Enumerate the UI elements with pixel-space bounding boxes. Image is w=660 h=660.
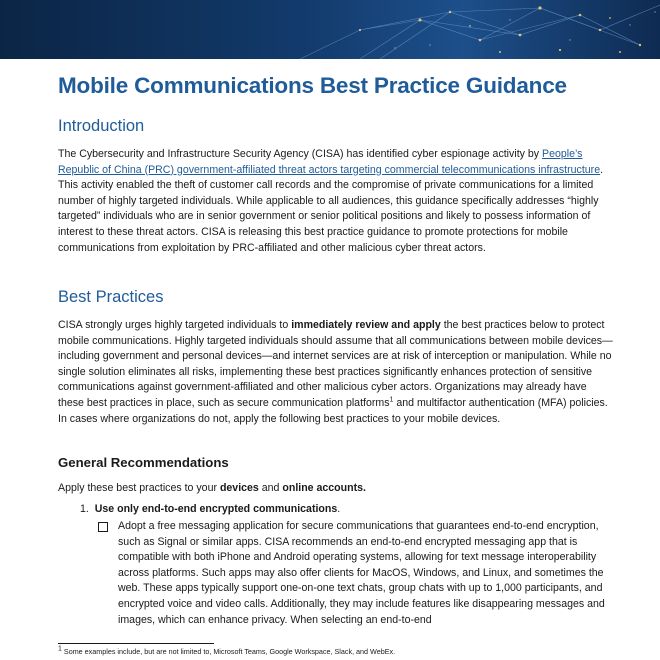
header-banner-image — [0, 0, 660, 59]
general-text-a: Apply these best practices to your — [58, 482, 220, 494]
footnote — [58, 647, 395, 656]
section-heading-introduction: Introduction — [58, 117, 145, 135]
footnote-text: Some examples include, but are not limited to, Microsoft Teams, Google Workspace, Slack, and WebEx. — [61, 647, 396, 656]
subheading-general-recommendations: General Recommendations — [58, 455, 229, 470]
page-title: Mobile Communications Best Practice Guidance — [58, 73, 567, 98]
bullet-text: Adopt a free messaging application for secure communications that guarantees end-to-end encryption, such as Signal or similar apps. CISA recommends an end-to-end encrypted messaging app that is compatible with both iPhone and Android operating systems, allowing for text message interoperability across platforms. Such apps may also offer clients for MacOS, Windows, and Linux, and sometimes the web. These apps typically support one-on-one text chats, group chats with up to 1,000 participants, and encrypted voice and video calls. Additionally, they may include features like disappearing messages and images, which can enhance privacy. When selecting an end-to-end — [118, 520, 605, 626]
general-bold-accounts: online accounts. — [282, 482, 366, 494]
list-item-1 — [80, 502, 340, 517]
intro-text-end: . This activity enabled the theft of customer call records and the compromise of private communications for a limited number of highly targeted individuals. While applicable to all audiences, this guidance specifically addresses “highly targeted” individuals who are in senior government or senior political positions and likely to possess information of interest to these threat actors. CISA is releasing this best practice guidance to promote protections for mobile communications from exploitation by PRC-affiliated and other malicious cyber threat actors. — [58, 163, 604, 254]
checkbox-icon — [98, 522, 108, 532]
bp-text-b: the best practices below to protect mobile communications. Highly targeted individuals should assume that all communications between mobile devices—including government and personal devices—and internet services are at risk of interception or manipulation. While no single solution eliminates all risks, implementing these best practices significantly enhances protection of sensitive communications against government-affiliated and other malicious cyber actors. Organizations may already have these best practices in place, such as secure communication platforms — [58, 319, 613, 409]
bp-text-c: and multifactor authentication (MFA) policies. In cases where organizations do not, apply the following best practices to your mobile devices. — [58, 396, 608, 425]
footnote-reference[interactable]: 1 — [389, 396, 394, 404]
prc-threat-actors-link[interactable]: People’s Republic of China (PRC) government-affiliated threat actors targeting commercial telecommunications infrastructure — [58, 148, 601, 176]
footnote-divider — [58, 643, 214, 644]
intro-paragraph — [58, 147, 614, 256]
city-network-graphic — [0, 0, 660, 59]
list-number: 1. — [80, 503, 89, 515]
list-item-label: Use only end-to-end encrypted communications — [94, 503, 338, 515]
intro-text-start: The Cybersecurity and Infrastructure Security Agency (CISA) has identified cyber espionage activity by — [58, 148, 543, 160]
bp-text-a: CISA strongly urges highly targeted individuals to — [58, 319, 292, 331]
general-intro-line — [58, 481, 614, 497]
bp-emphasis: immediately review and apply — [291, 319, 441, 331]
list-item-period: . — [337, 503, 341, 515]
footnote-mark: 1 — [58, 645, 62, 653]
best-practices-paragraph — [58, 318, 614, 427]
section-heading-best-practices: Best Practices — [58, 288, 164, 306]
general-text-b: and — [258, 482, 283, 494]
general-bold-devices: devices — [219, 482, 259, 494]
